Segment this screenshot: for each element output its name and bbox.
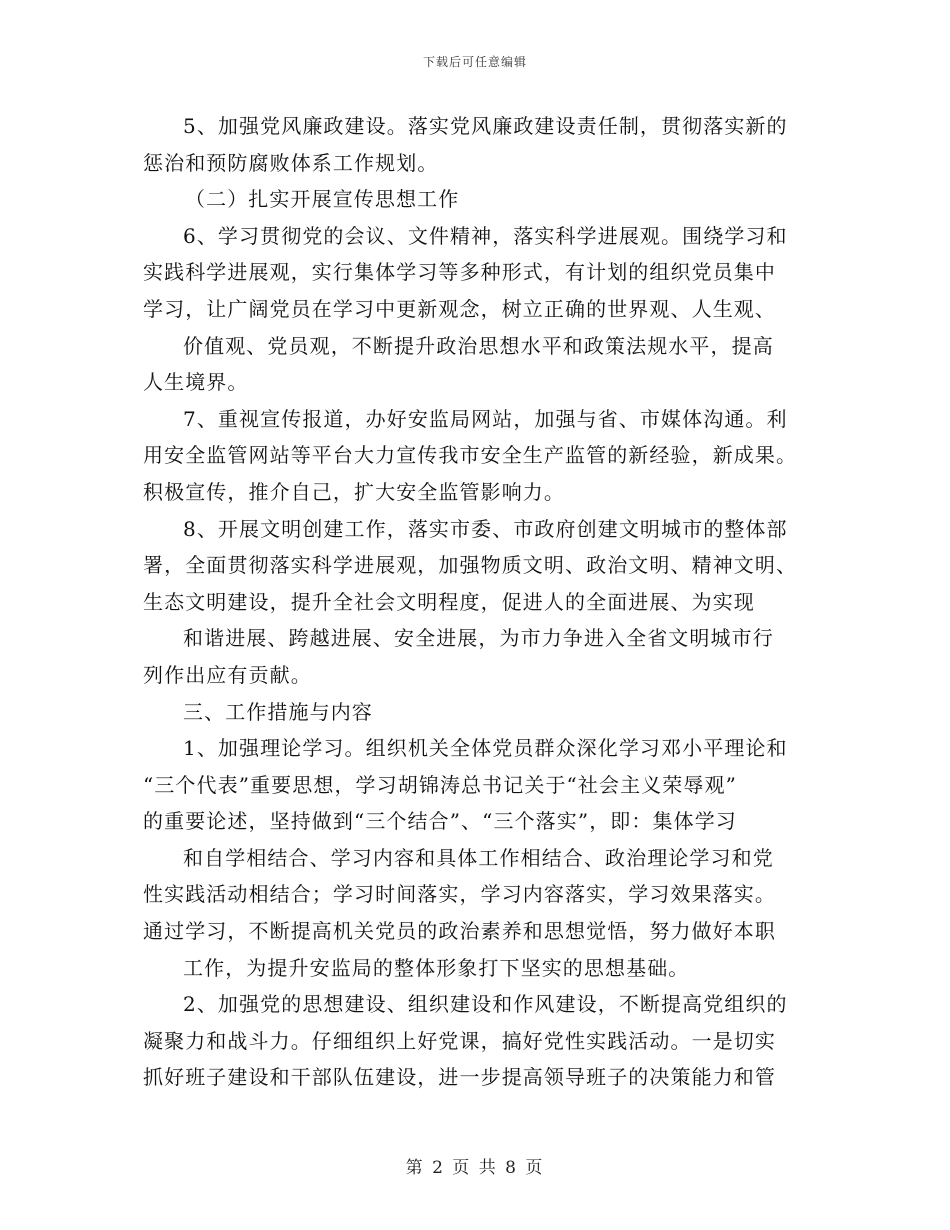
text-line: 用安全监管网站等平台大力宣传我市安全生产监管的新经验，新成果。 [143, 443, 798, 468]
text-line: 抓好班子建设和干部队伍建设，进一步提高领导班子的决策能力和管 [143, 1065, 776, 1090]
text-line: 人生境界。 [143, 370, 249, 395]
text-line: 8、开展文明创建工作，落实市委、市政府创建文明城市的整体部 [183, 516, 788, 541]
text-line: 1、加强理论学习。组织机关全体党员群众深化学习邓小平理论和 [183, 736, 788, 761]
text-line: 积极宣传，推介自己，扩大安全监管影响力。 [143, 479, 565, 504]
text-line: 生态文明建设，提升全社会文明程度，促进人的全面进展、为实现 [143, 589, 755, 614]
text-line: 7、重视宣传报道，办好安监局网站，加强与省、市媒体沟通。利 [183, 406, 788, 431]
section-heading: 三、工作措施与内容 [183, 699, 373, 724]
text-line: 通过学习，不断提高机关党员的政治素养和思想觉悟，努力做好本职 [143, 919, 776, 944]
text-line: 的重要论述，坚持做到“三个结合”、“三个落实”，即：集体学习 [143, 809, 737, 834]
text-line: 性实践活动相结合；学习时间落实，学习内容落实，学习效果落实。 [143, 882, 776, 907]
text-line: 学习，让广阔党员在学习中更新观念，树立正确的世界观、人生观、 [143, 296, 776, 321]
page-header: 下载后可任意编辑 [422, 55, 527, 69]
section-heading: （二）扎实开展宣传思想工作 [185, 187, 460, 212]
text-line: 列作出应有贡献。 [143, 662, 312, 687]
page-footer: 第 2 页 共 8 页 [405, 1158, 545, 1178]
text-line: 6、学习贯彻党的会议、文件精神，落实科学进展观。围绕学习和 [183, 223, 788, 248]
text-line: 凝聚力和战斗力。仔细组织上好党课，搞好党性实践活动。一是切实 [143, 1028, 776, 1053]
text-line: 惩治和预防腐败体系工作规划。 [143, 150, 439, 175]
text-line: 和自学相结合、学习内容和具体工作相结合、政治理论学习和党 [183, 845, 774, 870]
text-line: 实践科学进展观，实行集体学习等多种形式，有计划的组织党员集中 [143, 260, 776, 285]
text-line: 价值观、党员观，不断提升政治思想水平和政策法规水平，提高 [183, 333, 774, 358]
text-line: 署，全面贯彻落实科学进展观，加强物质文明、政治文明、精神文明、 [143, 553, 798, 578]
document-body [143, 108, 823, 1096]
text-line: 2、加强党的思想建设、组织建设和作风建设，不断提高党组织的 [183, 992, 788, 1017]
text-line: 和谐进展、跨越进展、安全进展，为市力争进入全省文明城市行 [183, 626, 774, 651]
text-line: “三个代表”重要思想，学习胡锦涛总书记关于“社会主义荣辱观” [143, 772, 737, 797]
text-line: 工作，为提升安监局的整体形象打下坚实的思想基础。 [183, 955, 690, 980]
text-line: 5、加强党风廉政建设。落实党风廉政建设责任制，贯彻落实新的 [183, 114, 788, 138]
